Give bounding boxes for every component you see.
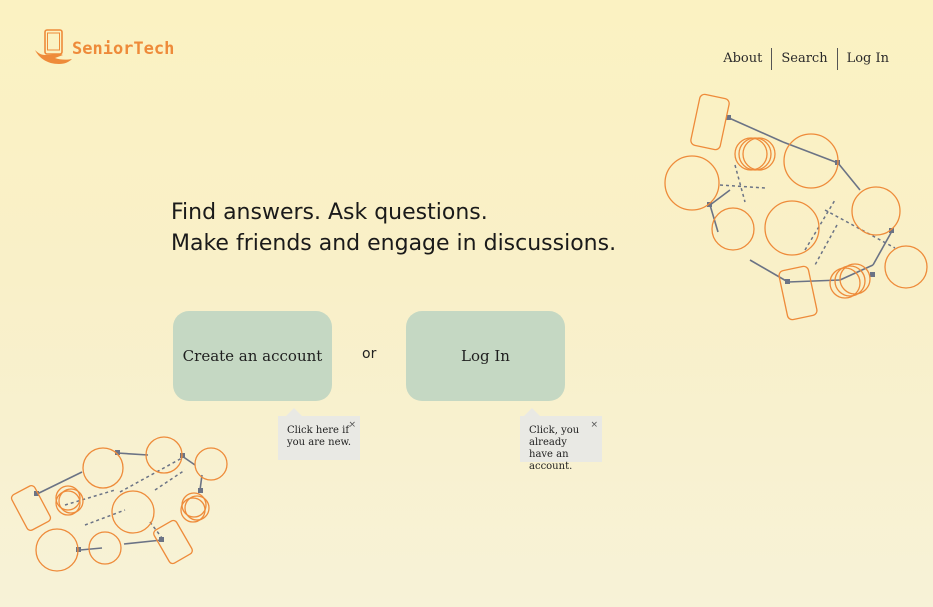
close-icon[interactable]: × — [590, 420, 598, 430]
close-icon[interactable]: × — [348, 420, 356, 430]
network-illustration-top-right — [655, 90, 933, 330]
login-tooltip — [520, 416, 602, 472]
hero-headline — [171, 197, 616, 259]
login-button[interactable]: Log In — [406, 311, 565, 401]
logo[interactable] — [33, 28, 193, 72]
network-illustration-bottom-left — [10, 430, 235, 575]
hero-line-2: Make friends and engage in discussions. — [171, 231, 617, 256]
create-account-button[interactable]: Create an account — [173, 311, 332, 401]
top-nav — [714, 48, 898, 70]
nav-login-link[interactable]: Log In — [846, 51, 889, 66]
nav-search-link[interactable]: Search — [781, 51, 828, 66]
brand-name: SeniorTech — [72, 39, 175, 59]
tooltip-text: Click here if you are new. — [287, 425, 352, 448]
tablet-in-hand-icon — [33, 28, 77, 72]
hero-line-1: Find answers. Ask questions. — [171, 200, 488, 225]
create-account-tooltip — [278, 416, 360, 460]
or-separator: or — [362, 346, 377, 362]
nav-about-link[interactable]: About — [723, 51, 763, 66]
tooltip-text: Click, you already have an account. — [529, 425, 580, 472]
